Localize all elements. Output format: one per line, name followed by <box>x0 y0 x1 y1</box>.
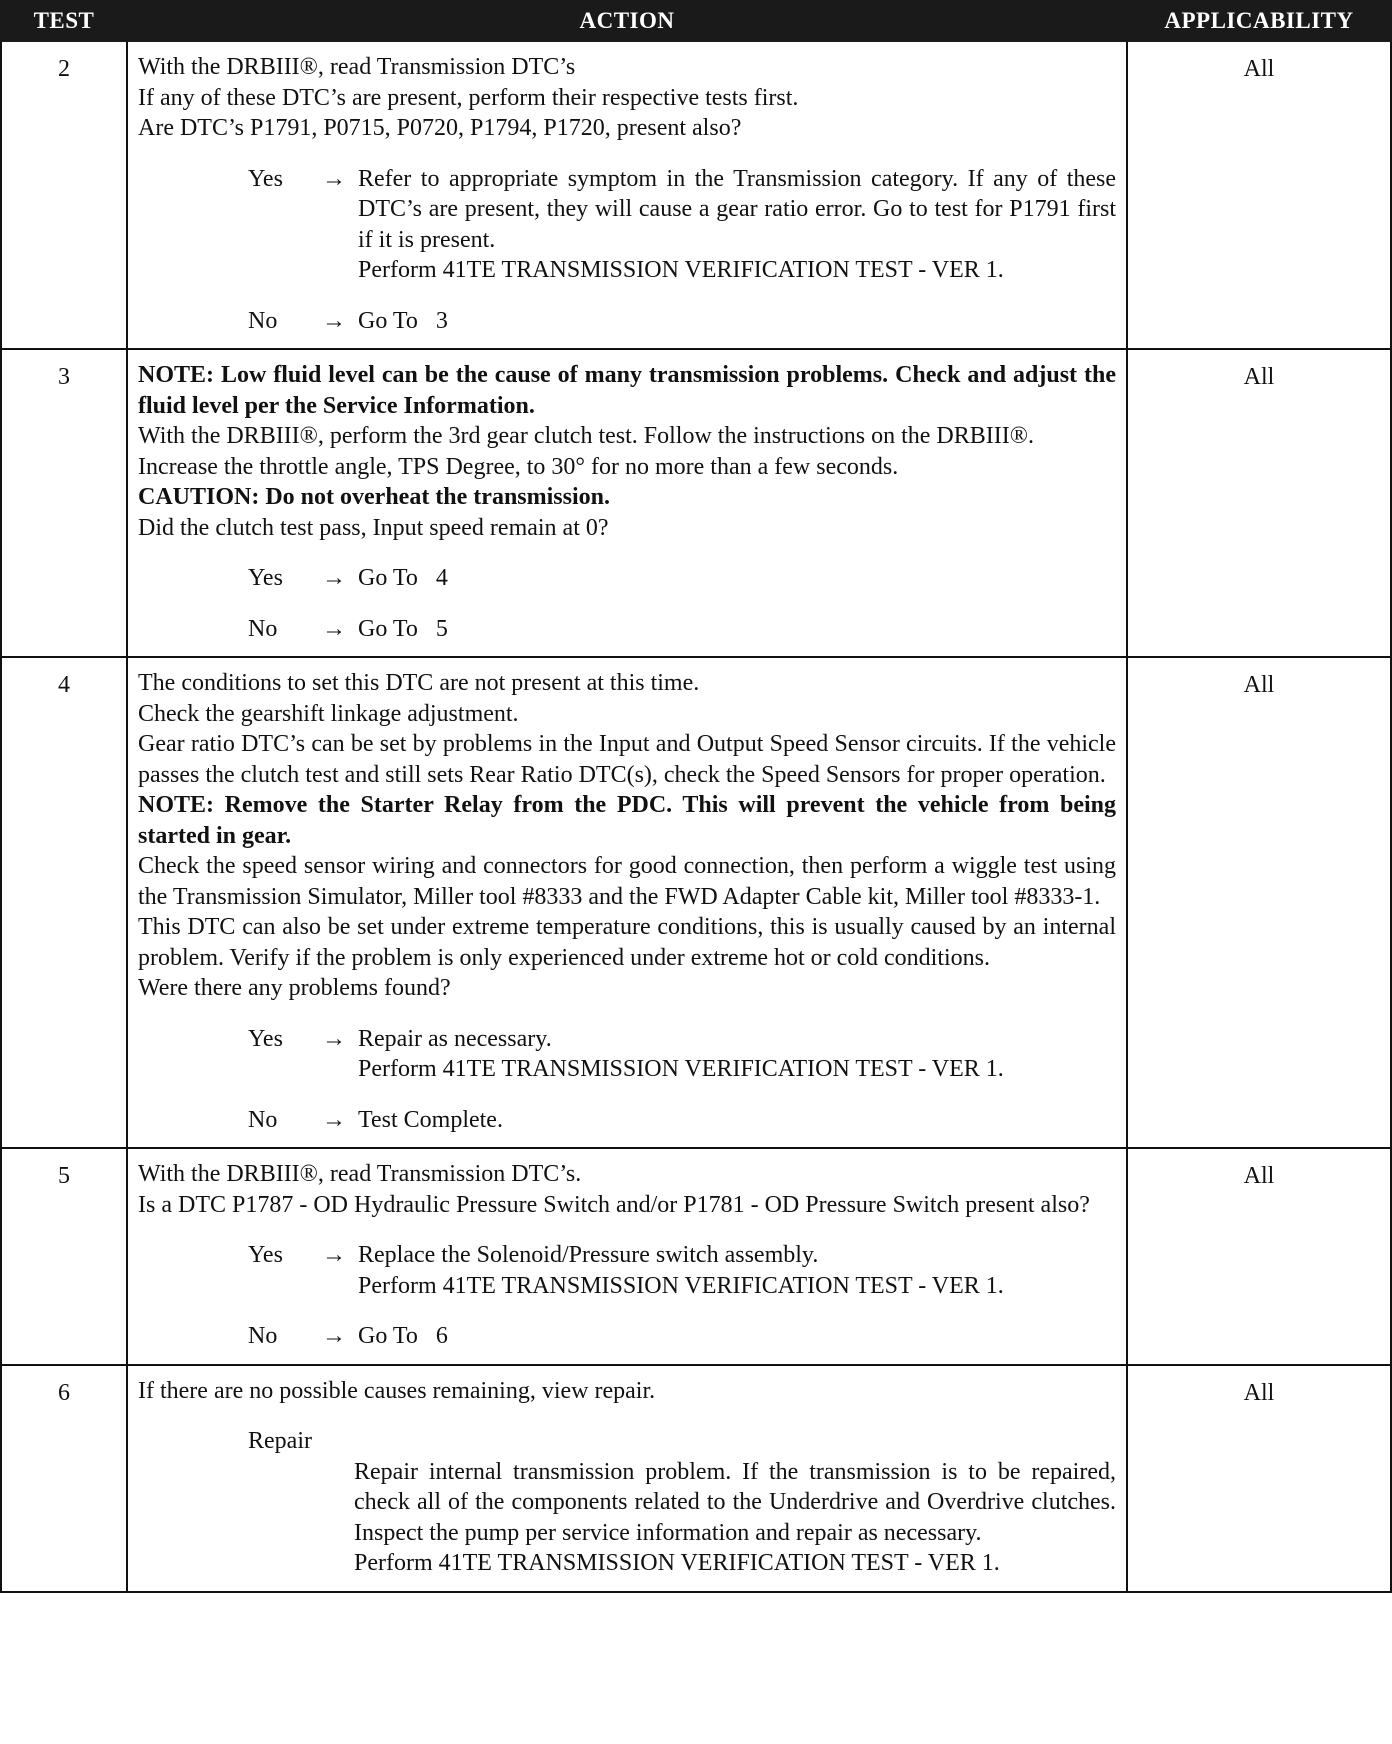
arrow-right-icon: → <box>322 1025 346 1052</box>
test-number: 5 <box>1 1148 127 1365</box>
action-text: The conditions to set this DTC are not present at this time. <box>138 670 700 696</box>
header-action: ACTION <box>127 1 1127 41</box>
response-yes <box>138 164 1122 286</box>
response-line: Perform 41TE TRANSMISSION VERIFICATION TEST - VER 1. <box>358 1272 1004 1299</box>
response-no <box>138 1105 1116 1136</box>
response-text <box>358 1240 1116 1301</box>
response-line: Go To 6 <box>358 1323 448 1349</box>
applicability-value: All <box>1127 349 1391 657</box>
response-yes <box>138 1240 1116 1301</box>
applicability-value: All <box>1127 41 1391 349</box>
action-text: Check the gearshift linkage adjustment. <box>138 700 519 727</box>
response-label: Yes <box>248 165 283 192</box>
response-text <box>358 1105 1116 1136</box>
action-cell <box>127 1365 1127 1592</box>
table-row <box>1 349 1391 657</box>
action-text: If any of these DTC’s are present, perform their respective tests first. <box>138 84 799 111</box>
response-label: No <box>248 307 278 334</box>
response-no <box>138 306 1116 337</box>
table-header-row <box>1 1 1391 41</box>
note-text: NOTE: Remove the Starter Relay from the PDC. This will prevent the vehicle from being started in gear. <box>138 792 1116 849</box>
arrow-right-icon: → <box>322 165 346 192</box>
response-text <box>358 1024 1116 1085</box>
applicability-value: All <box>1127 657 1391 1148</box>
test-number: 4 <box>1 657 127 1148</box>
response-no <box>138 1321 1116 1352</box>
action-text: This DTC can also be set under extreme temperature conditions, this is usually caused by an internal problem. Verify if the problem is only experienced under extreme hot or cold conditions. <box>138 914 1116 971</box>
response-line: Go To 5 <box>358 615 448 642</box>
action-cell <box>127 41 1127 349</box>
action-text: Are DTC’s P1791, P0715, P0720, P1794, P1720, present also? <box>138 115 742 141</box>
arrow-right-icon: → <box>322 1323 346 1349</box>
repair-text: Repair internal transmission problem. If the transmission is to be repaired, check all of the components related to the Underdrive and Overdrive clutches. Inspect the pump per service information and repair as necessary. <box>354 1458 1116 1546</box>
table-row <box>1 657 1391 1148</box>
repair-label: Repair <box>248 1428 312 1454</box>
arrow-right-icon: → <box>322 565 346 591</box>
action-cell <box>127 349 1127 657</box>
action-cell <box>127 657 1127 1148</box>
response-yes <box>138 1024 1116 1085</box>
arrow-right-icon: → <box>322 1242 346 1268</box>
header-applicability: APPLICABILITY <box>1127 1 1391 41</box>
note-text: NOTE: Low fluid level can be the cause of many transmission problems. Check and adjust the fluid level per the Service Information. <box>138 362 1116 419</box>
response-label: Yes <box>248 1242 283 1268</box>
action-text: With the DRBIII®, read Transmission DTC’s. <box>138 1161 582 1187</box>
test-number: 2 <box>1 41 127 349</box>
action-text: With the DRBIII®, read Transmission DTC’s <box>138 54 576 80</box>
response-label: Yes <box>248 565 283 591</box>
response-yes <box>138 563 1116 594</box>
response-line: Go To 3 <box>358 307 448 334</box>
response-line: Repair as necessary. <box>358 1025 552 1052</box>
repair-text: Perform 41TE TRANSMISSION VERIFICATION TEST - VER 1. <box>354 1550 1000 1576</box>
response-line: Refer to appropriate symptom in the Transmission category. If any of these DTC’s are present, they will cause a gear ratio error. Go to test for P1791 first if it is present. <box>358 165 1122 253</box>
arrow-right-icon: → <box>322 615 346 642</box>
action-text: Check the speed sensor wiring and connectors for good connection, then perform a wiggle test using the Transmission Simulator, Miller tool #8333 and the FWD Adapter Cable kit, Miller tool #8333-1. <box>138 853 1116 910</box>
response-line: Test Complete. <box>358 1106 503 1133</box>
response-text <box>358 614 1116 645</box>
response-label: Yes <box>248 1025 283 1052</box>
table-row <box>1 1365 1391 1592</box>
response-text <box>358 563 1116 594</box>
response-text <box>358 1321 1116 1352</box>
response-text <box>358 164 1122 286</box>
response-label: No <box>248 1323 278 1349</box>
response-text <box>358 306 1116 337</box>
response-line: Perform 41TE TRANSMISSION VERIFICATION TEST - VER 1. <box>358 1056 1004 1082</box>
arrow-right-icon: → <box>322 1106 346 1133</box>
action-text: With the DRBIII®, perform the 3rd gear clutch test. Follow the instructions on the DRBIII®. <box>138 423 1034 449</box>
action-text: Did the clutch test pass, Input speed remain at 0? <box>138 514 609 541</box>
action-text: Gear ratio DTC’s can be set by problems in the Input and Output Speed Sensor circuits. If the vehicle passes the clutch test and still sets Rear Ratio DTC(s), check the Speed Sensors for proper operation. <box>138 731 1116 788</box>
response-line: Perform 41TE TRANSMISSION VERIFICATION TEST - VER 1. <box>358 257 1004 283</box>
table-row <box>1 41 1391 349</box>
action-cell <box>127 1148 1127 1365</box>
response-label: No <box>248 1106 278 1133</box>
response-line: Go To 4 <box>358 565 448 591</box>
response-no <box>138 614 1116 645</box>
header-test: TEST <box>1 1 127 41</box>
arrow-right-icon: → <box>322 307 346 334</box>
action-text: Were there any problems found? <box>138 975 451 1001</box>
action-text: Increase the throttle angle, TPS Degree, to 30° for no more than a few seconds. <box>138 453 899 480</box>
response-label: No <box>248 615 278 642</box>
note-text: CAUTION: Do not overheat the transmission. <box>138 484 610 510</box>
table-body <box>1 41 1391 1592</box>
test-number: 6 <box>1 1365 127 1592</box>
test-number: 3 <box>1 349 127 657</box>
applicability-value: All <box>1127 1148 1391 1365</box>
table-row <box>1 1148 1391 1365</box>
applicability-value: All <box>1127 1365 1391 1592</box>
action-text: If there are no possible causes remaining, view repair. <box>138 1377 656 1404</box>
response-line: Replace the Solenoid/Pressure switch assembly. <box>358 1242 819 1268</box>
action-text: Is a DTC P1787 - OD Hydraulic Pressure Switch and/or P1781 - OD Pressure Switch present also? <box>138 1191 1090 1218</box>
